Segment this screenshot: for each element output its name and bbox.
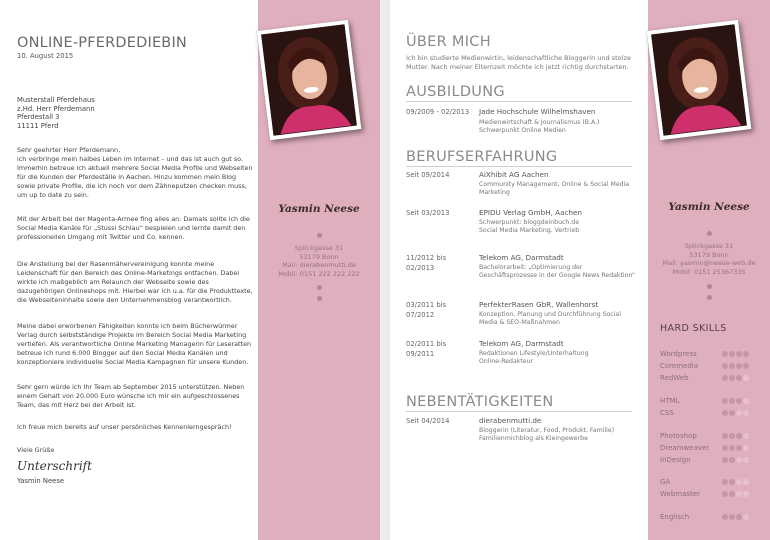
skill-level-dot	[736, 363, 742, 369]
skill-level	[722, 514, 749, 520]
skill-level-dot	[743, 363, 749, 369]
profile-photo	[647, 20, 752, 140]
skill-name: RedWeb	[660, 374, 689, 382]
letter-paragraph: Sehr gern würde ich Ihr Team ab September 2015 unterstützen. Neben einem Gehalt von 20.000 Euro wünsche ich mir ein aufgeschlossenes Team, das mit Herz bei der Arbeit ist.	[17, 383, 245, 410]
entry-company: Telekom AG, Darmstadt	[479, 339, 564, 348]
entry-period: 03/2011 bis 07/2012	[406, 301, 447, 319]
skill-level	[722, 363, 749, 369]
skill-level-dot	[729, 433, 735, 439]
contact-dot	[317, 233, 322, 238]
skill-name: Webmaster	[660, 490, 700, 498]
skill-level-dot	[736, 410, 742, 416]
cover-letter-page	[0, 0, 380, 540]
skill-level-dot	[729, 351, 735, 357]
entry-details: Bachelorarbeit: „Optimierung der Geschäftsprozesse in der Google News Redaktion“	[479, 264, 636, 280]
skill-level	[722, 445, 749, 451]
entry-details: Community Management, Online & Social Media Marketing	[479, 181, 630, 197]
contact-city: 53179 Bonn	[299, 252, 339, 261]
entry-details: Schwerpunkt: bloggdeinbuch.de Social Media Marketing, Vertrieb	[479, 219, 580, 235]
skill-level	[722, 410, 749, 416]
handwritten-signature: Unterschrift	[17, 459, 92, 473]
skill-level-dot	[736, 479, 742, 485]
skill-level-dot	[722, 398, 728, 404]
entry-details: Konzeption, Planung und Durchführung Social Media & SEO-Maßnahmen	[479, 311, 621, 327]
address-line: z.Hd. Herr Pferdemann	[17, 104, 95, 113]
contact-dot	[707, 231, 712, 236]
letter-closing: Viele Grüße	[17, 446, 55, 454]
skill-name: HTML	[660, 397, 680, 405]
section-divider	[406, 411, 632, 412]
skill-level-dot	[736, 375, 742, 381]
entry-period: Seit 03/2013	[406, 209, 450, 217]
skill-level	[722, 457, 749, 463]
skill-level-dot	[729, 410, 735, 416]
skill-name: InDesign	[660, 456, 691, 464]
skill-level-dot	[729, 514, 735, 520]
contact-mail: Mail: dierabenmutti.de	[282, 261, 356, 269]
contact-dot	[317, 296, 322, 301]
contact-street: Splickgasse 31	[684, 242, 734, 250]
letter-paragraph: Ich freue mich bereits auf unser persönliches Kennenlerngespräch!	[17, 423, 232, 431]
skill-level-dot	[722, 445, 728, 451]
letter-paragraph: Die Anstellung bei der Rasenmähervereinigung konnte meine Leidenschaft für den Bereich des Online-Marketings entfachen. Dabei wirkte ich maßgeblich am Relaunch der Webseite sowie des dazugehörigen Onlineshops mit. Hierbei war ich u.a. für die Produkttexte, die Webseiteninhalte sowie den Unternehmensblog verantwortlich.	[17, 260, 253, 305]
skill-level	[722, 351, 749, 357]
contact-block	[258, 244, 380, 278]
entry-company: EPIDU Verlag GmbH, Aachen	[479, 208, 582, 217]
skill-name: Coremedia	[660, 362, 699, 370]
section-divider	[406, 166, 632, 167]
skill-level-dot	[722, 410, 728, 416]
skill-name: CSS	[660, 409, 674, 417]
skill-level-dot	[736, 445, 742, 451]
skill-level-dot	[743, 445, 749, 451]
skill-level	[722, 433, 749, 439]
letter-paragraph: Meine dabei erworbenen Fähigkeiten konnte ich beim Bücherwürmer Verlag durch selbstständige Projekte im Bereich Social Media Marketing vertiefen. Als verantwortliche Online Marketing Managerin für Leseratten betreue ich rund 6.000 Blogger auf den Social Media Kanälen und konzeptioniere individuelle Social Media Kampagnen für unsere Kunden.	[17, 322, 252, 367]
address-line: 11111 Pferd	[17, 121, 59, 130]
address-line: Musterstall Pferdehaus	[17, 96, 95, 104]
sender-name: Yasmin Neese	[17, 477, 65, 485]
contact-dot	[707, 295, 712, 300]
contact-city: 53179 Bonn	[689, 250, 729, 259]
skill-level-dot	[722, 363, 728, 369]
contact-dot	[707, 284, 712, 289]
contact-phone: Mobil: 0151 25367335	[672, 267, 746, 276]
page-title: ONLINE-PFERDEDIEBIN	[17, 35, 187, 51]
page-gap	[380, 0, 390, 540]
skill-name: Wordpress	[660, 350, 697, 358]
skill-level	[722, 479, 749, 485]
contact-mail: Mail: yasmin@neese-web.de	[662, 259, 756, 267]
entry-company: Telekom AG, Darmstadt	[479, 253, 564, 262]
entry-period: Seit 09/2014	[406, 171, 450, 179]
recipient-address	[17, 96, 95, 130]
cv-page	[390, 0, 770, 540]
letter-paragraph: Sehr geehrter Herr Pferdemann, ich verbringe mein halbes Leben im Internet – und das ist auch gut so. Immerhin betreue ich aktuell mehrere Social Media Profile und Webseiten für die Kunden der Pferdeställe in Aachen. Hinzu kommen mein Blog sowie private Profile, die ich noch vor dem Zähneputzen checken muss, um up to date zu sein.	[17, 146, 253, 200]
skill-level-dot	[722, 491, 728, 497]
entry-company: PerfekterRasen GbR, Wallenhorst	[479, 300, 599, 309]
skill-level-dot	[722, 351, 728, 357]
skill-level-dot	[729, 457, 735, 463]
section-heading-about: ÜBER MICH	[406, 34, 491, 50]
skill-level-dot	[736, 457, 742, 463]
skill-level-dot	[729, 479, 735, 485]
address-line: Pferdestall 3	[17, 113, 60, 121]
skill-level	[722, 375, 749, 381]
entry-period: 09/2009 - 02/2013	[406, 108, 470, 116]
skill-level-dot	[736, 398, 742, 404]
skill-level-dot	[729, 375, 735, 381]
entry-company: AiXhibit AG Aachen	[479, 170, 549, 179]
skill-level-dot	[722, 479, 728, 485]
skill-level-dot	[736, 514, 742, 520]
entry-details: Medienwirtschaft & Journalismus (B.A.) Schwerpunkt Online Medien	[479, 119, 600, 135]
skill-level-dot	[736, 433, 742, 439]
contact-street: Splickgasse 31	[294, 244, 344, 252]
skill-level-dot	[729, 398, 735, 404]
sidebar-signature-name: Yasmin Neese	[668, 201, 750, 213]
skill-level-dot	[722, 457, 728, 463]
entry-details: Redaktionen Lifestyle/Unterhaltung Online-Redakteur	[479, 350, 589, 366]
entry-period: Seit 04/2014	[406, 417, 450, 425]
skill-name: Dreamweaver	[660, 444, 710, 452]
section-heading-side-jobs: NEBENTÄTIGKEITEN	[406, 394, 554, 410]
skill-level-dot	[736, 491, 742, 497]
contact-phone: Mobil: 0151 222 222 222	[278, 269, 360, 278]
skill-level-dot	[729, 491, 735, 497]
skill-level-dot	[729, 445, 735, 451]
section-heading-education: AUSBILDUNG	[406, 84, 505, 100]
skill-level-dot	[743, 398, 749, 404]
entry-company: dierabenmutti.de	[479, 416, 542, 425]
skill-level-dot	[743, 375, 749, 381]
contact-dot	[317, 285, 322, 290]
skill-level-dot	[729, 363, 735, 369]
profile-photo	[257, 20, 362, 140]
skill-level-dot	[743, 351, 749, 357]
skills-heading: HARD SKILLS	[660, 323, 727, 334]
skill-level-dot	[743, 491, 749, 497]
entry-period: 11/2012 bis 02/2013	[406, 254, 447, 272]
section-heading-experience: BERUFSERFAHRUNG	[406, 149, 558, 165]
skill-level-dot	[743, 479, 749, 485]
skill-level-dot	[743, 433, 749, 439]
entry-period: 02/2011 bis 09/2011	[406, 340, 447, 358]
entry-company: Jade Hochschule Wilhelmshaven	[479, 107, 596, 116]
contact-block	[648, 242, 770, 276]
section-divider	[406, 101, 632, 102]
skill-level-dot	[743, 457, 749, 463]
about-text: Ich bin studierte Medienwirtin, leidenschaftliche Bloggerin und stolze Mutter. Nach meiner Elternzeit möchte ich jetzt richtig durchstarten.	[406, 54, 631, 71]
skill-name: Englisch	[660, 513, 690, 521]
skill-level-dot	[743, 514, 749, 520]
skill-level	[722, 398, 749, 404]
skill-level-dot	[722, 375, 728, 381]
skill-name: GA	[660, 478, 671, 486]
skill-level-dot	[736, 351, 742, 357]
sidebar-signature-name: Yasmin Neese	[278, 203, 360, 215]
skill-level	[722, 491, 749, 497]
skill-level-dot	[722, 433, 728, 439]
letter-paragraph: Mit der Arbeit bei der Magenta-Armee fing alles an: Damals sollte ich die Social Media Kanäle für „Stussi Schlau“ bespielen und lernte damit den professionellen Umgang mit Twitter und Co. kennen.	[17, 215, 250, 242]
entry-details: Bloggerin (Literatur, Food, Produkt, Familie) Familienmichblog als Kleingewerbe	[479, 427, 615, 443]
skill-name: Photoshop	[660, 432, 697, 440]
skill-level-dot	[743, 410, 749, 416]
skill-level-dot	[722, 514, 728, 520]
letter-date: 10. August 2015	[17, 52, 74, 60]
